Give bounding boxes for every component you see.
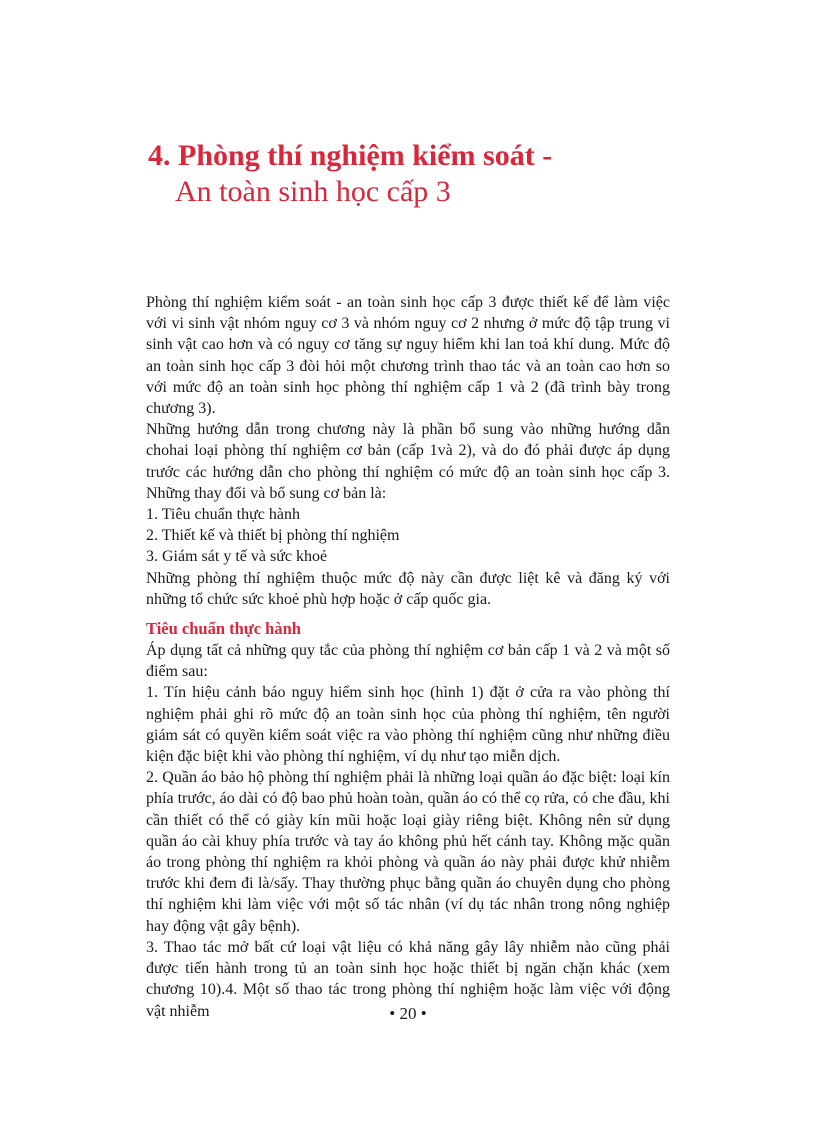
list-item: 1. Tiêu chuẩn thực hành [146,506,300,524]
list-item: 2. Thiết kế và thiết bị phòng thí nghiệm [146,527,400,545]
intro-paragraph-1: Phòng thí nghiệm kiểm soát - an toàn sinh học cấp 3 được thiết kế để làm việc với vi sinh vật nhóm nguy cơ 3 và nhóm nguy cơ 2 nhưng ở mức độ tập trung vi sinh vật cao hơn và có nguy cơ tăng sự nguy hiểm khi lan toả khí dung. Mức độ an toàn sinh học cấp 3 đòi hỏi một chương trình thao tác và an toàn cao hơn so với mức độ an toàn sinh học phòng thí nghiệm cấp 1 và 2 (đã trình bày trong chương 3). [146,294,670,418]
intro-paragraph-2: Những hướng dẫn trong chương này là phần bổ sung vào những hướng dẫn chohai loại phòng thí nghiệm cơ bản (cấp 1và 2), và do đó phải được áp dụng trước các hướng dẫn cho phòng thí nghiệm có mức độ an toàn sinh học cấp 3. Những thay đổi và bổ sung cơ bản là: [146,421,670,502]
section-heading: Tiêu chuẩn thực hành [146,619,301,639]
intro-paragraph-3: Những phòng thí nghiệm thuộc mức độ này cần được liệt kê và đăng ký với những tổ chức sức khoẻ phù hợp hoặc ở cấp quốc gia. [146,569,670,608]
section-paragraph: Áp dụng tất cả những quy tắc của phòng thí nghiệm cơ bản cấp 1 và 2 và một số điểm sau: [146,642,670,681]
section-item-1: 1. Tín hiệu cảnh báo nguy hiểm sinh học (hình 1) đặt ở cửa ra vào phòng thí nghiệm phải ghi rõ mức độ an toàn sinh học của phòng thí nghiệm, tên người giám sát có quyền kiểm soát việc ra vào phòng thí nghiệm cũng như những điều kiện đặc biệt khi vào phòng thí nghiệm, ví dụ như tạo miễn dịch. [146,684,670,766]
section-item-2: 2. Quần áo bảo hộ phòng thí nghiệm phải là những loại quần áo đặc biệt: loại kín phía trước, áo dài có độ bao phủ hoàn toàn, quần áo có thể cọ rửa, có che đầu, khi cần thiết có thể có giày kín mũi hoặc loại giày riêng biệt. Không nên sử dụng quần áo cài khuy phía trước và tay áo không phủ hết cánh tay. Không mặc quần áo trong phòng thí nghiệm ra khỏi phòng và quần áo này phải được khử nhiễm trước khi đem đi là/sấy. Thay thường phục bằng quần áo chuyên dụng cho phòng thí nghiệm khi làm việc với một số tác nhân (ví dụ tác nhân trong nông nghiệp hay động vật gây bệnh). [146,769,670,935]
chapter-title: 4. Phòng thí nghiệm kiểm soát - [148,139,553,172]
page-body [146,292,670,1022]
chapter-heading [148,138,708,210]
page-number: • 20 • [389,1004,427,1023]
chapter-subtitle: An toàn sinh học cấp 3 [175,175,451,208]
section-item-3: 3. Thao tác mở bất cứ loại vật liệu có khả năng gây lây nhiễm nào cũng phải được tiến hành trong tủ an toàn sinh học hoặc thiết bị ngăn chặn khác (xem chương 10).4. Một số thao tác trong phòng thí nghiệm hoặc làm việc với động vật nhiễm [146,938,670,1020]
list-item: 3. Giám sát y tế và sức khoẻ [146,548,328,566]
